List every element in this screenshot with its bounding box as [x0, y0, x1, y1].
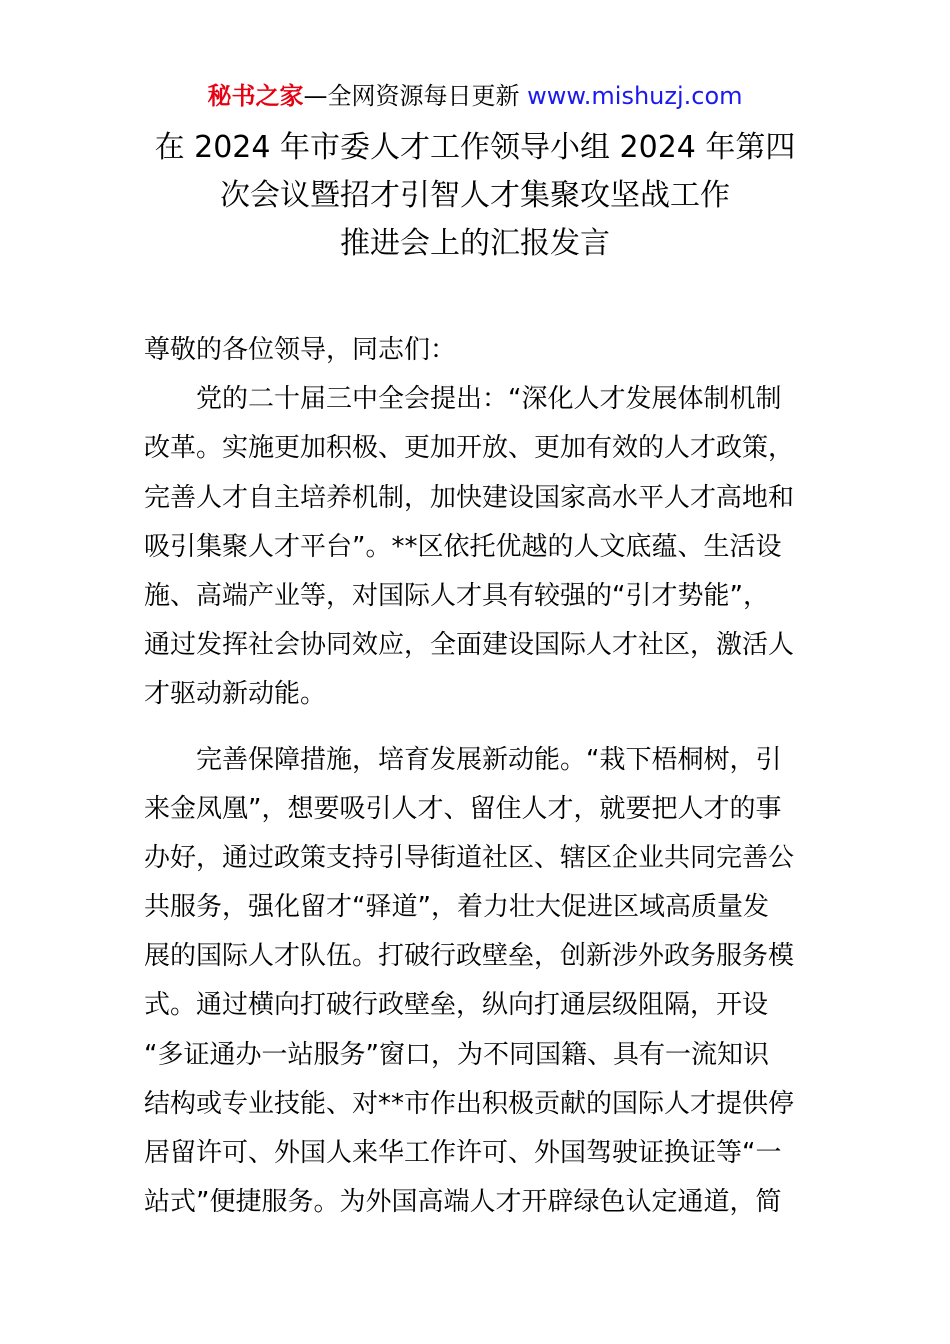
document-body — [144, 326, 812, 1227]
salutation: 尊敬的各位领导，同志们： — [144, 335, 457, 365]
paragraph-line: 完善人才自主培养机制，加快建设国家高水平人才高地和 — [144, 482, 795, 513]
title-line: 次会议暨招才引智人才集聚攻坚战工作 — [220, 178, 730, 213]
title-line: 在 2024 年市委人才工作领导小组 2024 年第四 — [154, 130, 796, 165]
paragraph-line: 通过发挥社会协同效应，全面建设国际人才社区，激活人 — [144, 630, 795, 661]
paragraph-1 — [144, 375, 812, 719]
document-title — [60, 124, 890, 268]
paragraph-line: 办好，通过政策支持引导街道社区、辖区企业共同完善公 — [144, 842, 795, 873]
paragraph-line: 结构或专业技能、对**市作出积极贡献的国际人才提供停 — [144, 1088, 795, 1119]
paragraph-2 — [144, 736, 812, 1228]
site-header — [0, 80, 950, 112]
paragraph-line: 党的二十届三中全会提出：“深化人才发展体制机制 — [144, 384, 782, 415]
paragraph-line: 居留许可、外国人来华工作许可、外国驾驶证换证等“一 — [144, 1138, 782, 1168]
paragraph-line: 施、高端产业等，对国际人才具有较强的“引才势能”， — [144, 580, 769, 611]
paragraph-line: 展的国际人才队伍。打破行政壁垒，创新涉外政务服务模 — [144, 941, 795, 972]
paragraph-line: 共服务，强化留才“驿道”，着力壮大促进区域高质量发 — [144, 892, 769, 923]
paragraph-line: 站式”便捷服务。为外国高端人才开辟绿色认定通道，简 — [144, 1187, 782, 1218]
paragraph-gap — [144, 720, 812, 736]
paragraph-line: 式。通过横向打破行政壁垒，纵向打通层级阻隔，开设 — [144, 990, 769, 1021]
site-url-link[interactable]: www.mishuzj.com — [519, 82, 743, 110]
paragraph-line: 吸引集聚人才平台”。**区依托优越的人文底蕴、生活设 — [144, 531, 782, 562]
paragraph-line: 来金凤凰”，想要吸引人才、留住人才，就要把人才的事 — [144, 793, 782, 824]
paragraph-line: 才驱动新动能。 — [144, 679, 327, 710]
brand-name: 秘书之家 — [207, 82, 304, 110]
paragraph-line: “多证通办一站服务”窗口，为不同国籍、具有一流知识 — [144, 1039, 769, 1070]
paragraph-line: 完善保障措施，培育发展新动能。“栽下梧桐树，引 — [144, 744, 782, 775]
paragraph-line: 改革。实施更加积极、更加开放、更加有效的人才政策， — [144, 433, 795, 464]
title-line: 推进会上的汇报发言 — [340, 226, 610, 261]
site-tagline: —全网资源每日更新 — [303, 82, 520, 110]
